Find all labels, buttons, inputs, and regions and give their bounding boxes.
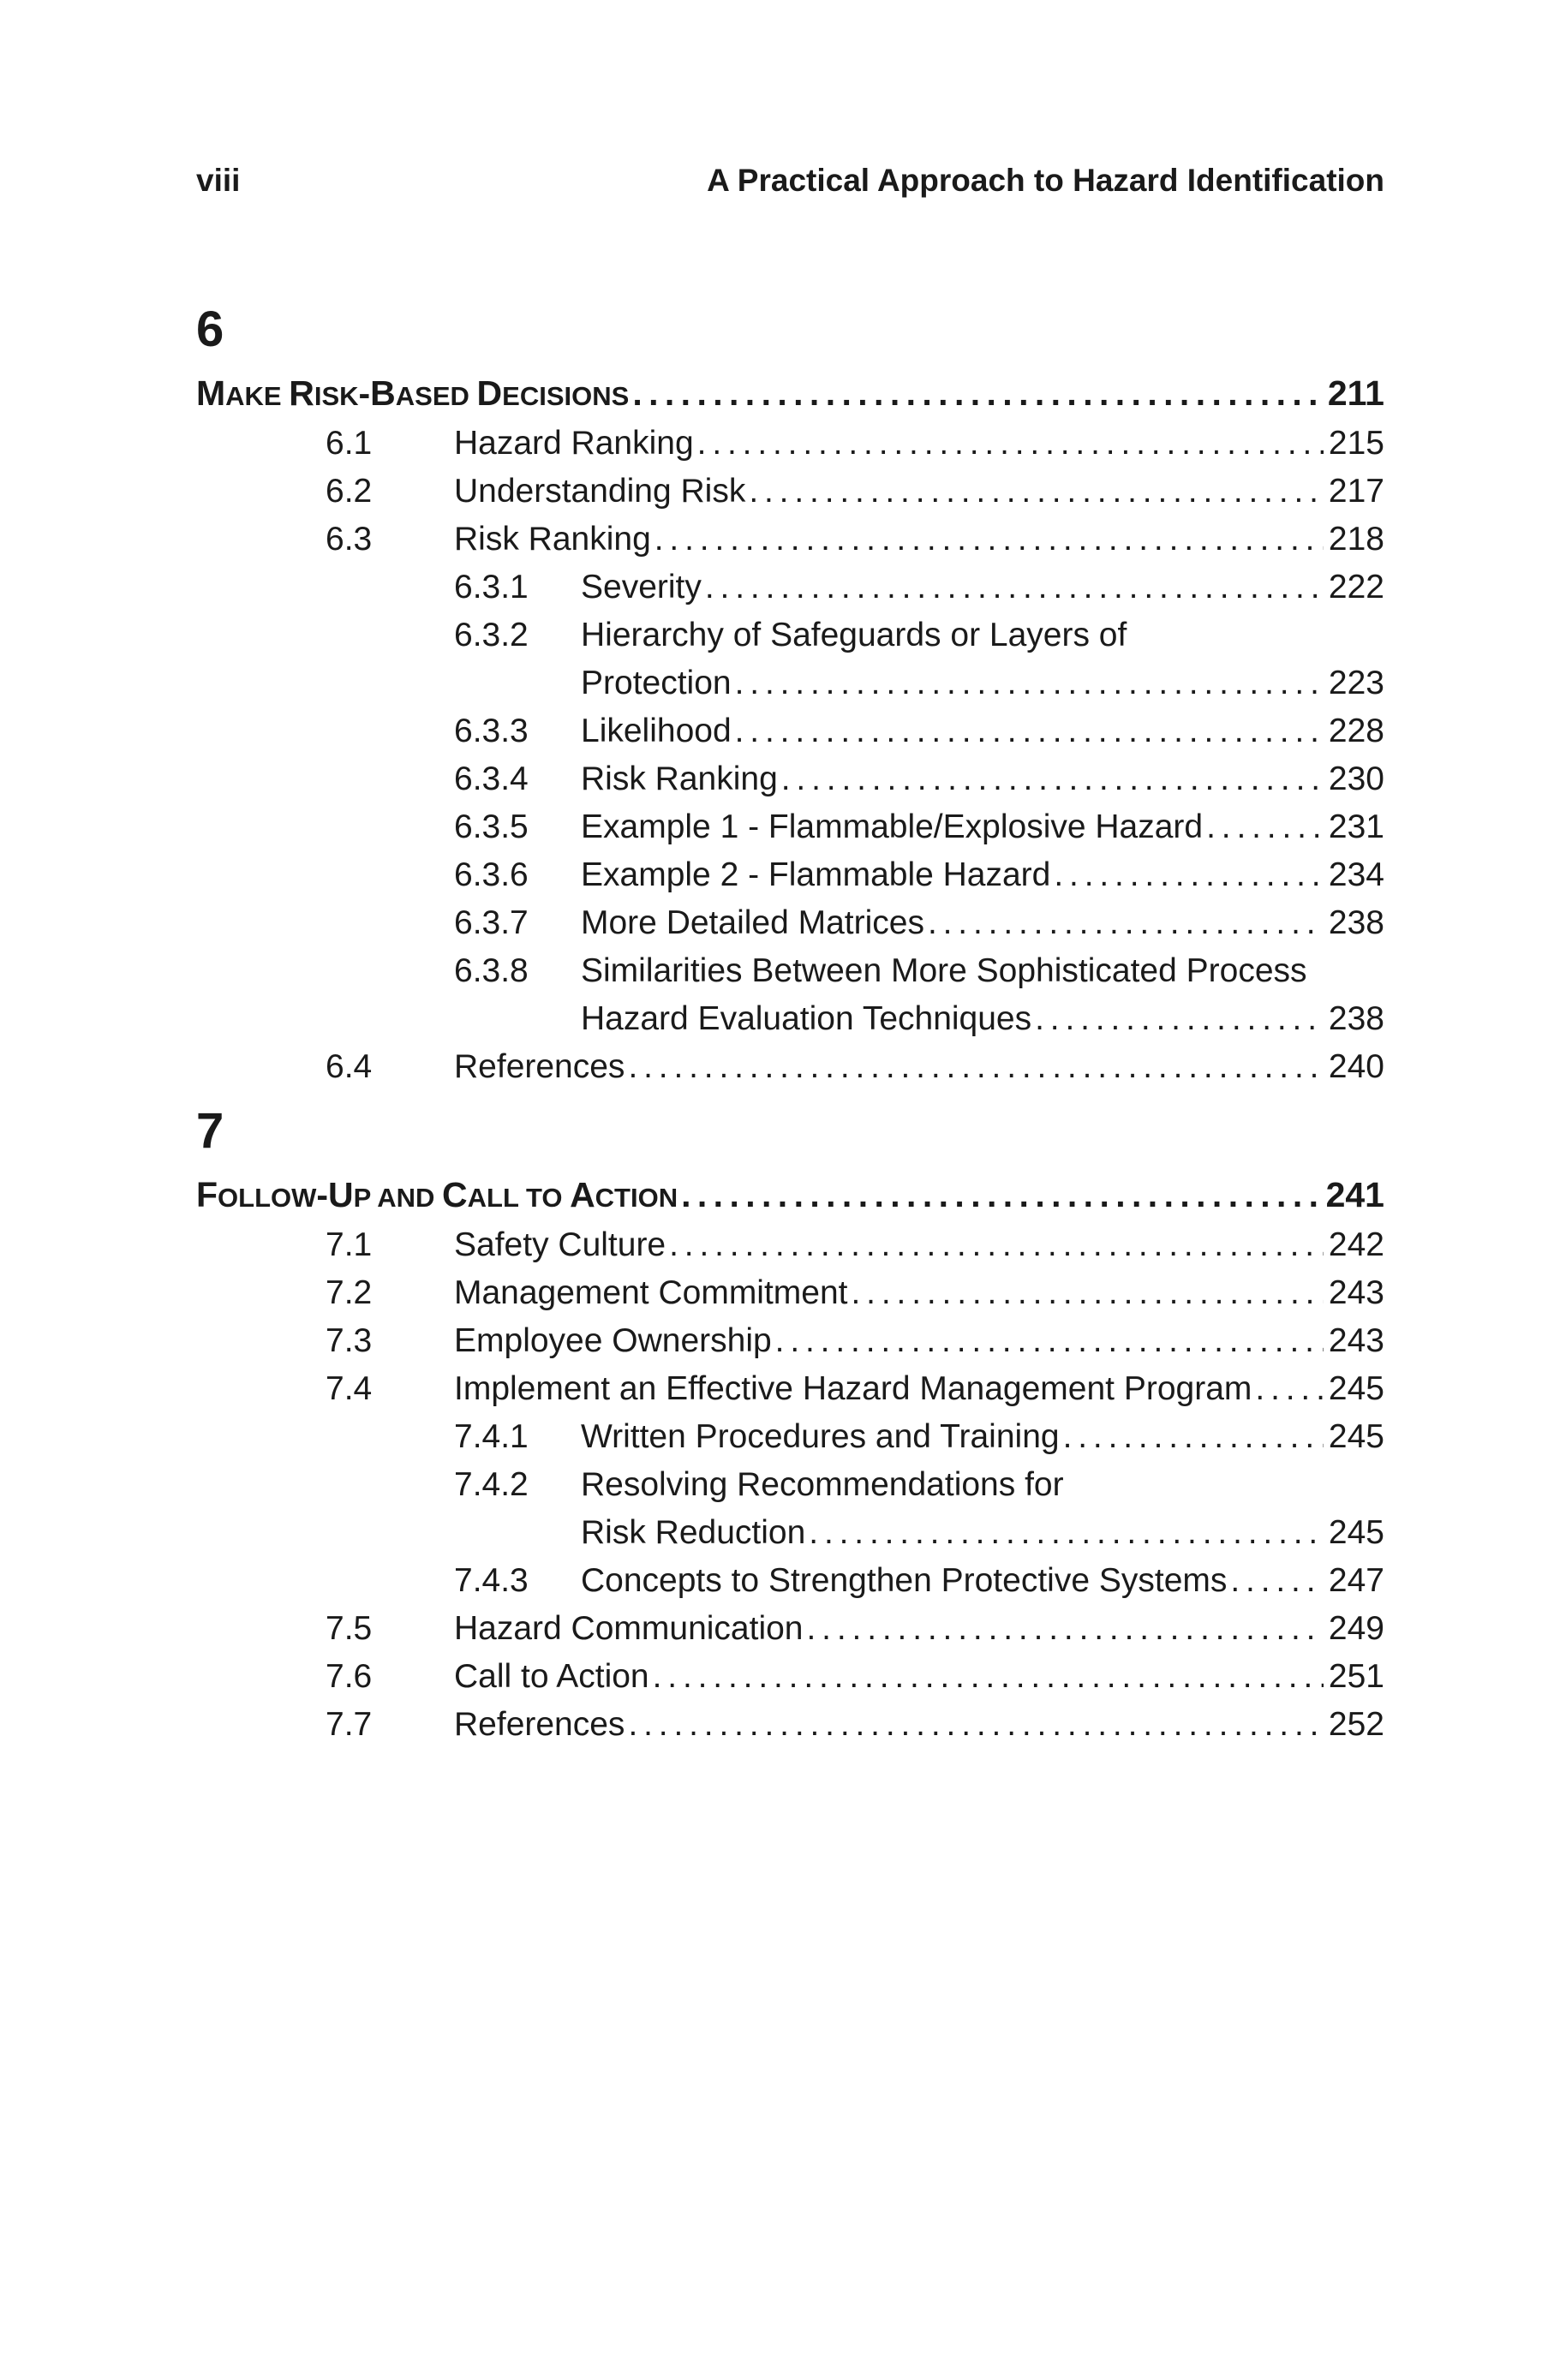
toc-entry[interactable] <box>0 473 1548 524</box>
leader-dots <box>775 1322 1324 1360</box>
toc-entry[interactable] <box>0 1562 1548 1614</box>
page-ref: 241 <box>1325 1175 1384 1214</box>
section-title: More Detailed Matrices <box>581 904 924 941</box>
section-number: 6.3.3 <box>454 713 529 749</box>
page-ref: 249 <box>1328 1610 1384 1647</box>
section-title: Hierarchy of Safeguards or Layers of <box>581 617 1127 653</box>
page-ref: 223 <box>1328 665 1384 701</box>
section-title: Similarities Between More Sophisticated Process <box>581 952 1307 989</box>
toc-entry[interactable] <box>0 1418 1548 1470</box>
leader-dots <box>705 569 1324 606</box>
section-title: References <box>454 1048 625 1085</box>
section-number: 7.1 <box>326 1226 373 1263</box>
section-title: Risk Ranking <box>581 761 778 797</box>
section-title: Employee Ownership <box>454 1322 772 1359</box>
toc-entry[interactable] <box>0 1370 1548 1422</box>
section-number: 6.4 <box>326 1048 373 1085</box>
section-title: Concepts to Strengthen Protective Systems <box>581 1562 1228 1599</box>
leader-dots <box>928 904 1324 942</box>
toc-entry[interactable] <box>0 425 1548 476</box>
leader-dots <box>669 1226 1324 1264</box>
toc-entry[interactable] <box>0 1274 1548 1326</box>
leader-dots <box>632 373 1323 414</box>
section-title: Resolving Recommendations for <box>581 1466 1064 1503</box>
toc-entry-continued[interactable] <box>0 665 1548 716</box>
section-title: Management Commitment <box>454 1274 848 1311</box>
chapter-title: FOLLOW-UP AND CALL TO ACTION <box>196 1175 678 1214</box>
leader-dots <box>807 1610 1324 1648</box>
page-ref: 252 <box>1328 1706 1384 1743</box>
leader-dots <box>1255 1370 1324 1408</box>
leader-dots <box>1230 1562 1324 1600</box>
toc-entry[interactable] <box>0 569 1548 620</box>
leader-dots <box>654 521 1324 558</box>
section-title: Protection <box>581 665 732 701</box>
toc-entry[interactable] <box>0 904 1548 956</box>
section-title: Hazard Evaluation Techniques <box>581 1000 1032 1037</box>
section-number: 7.3 <box>326 1322 373 1359</box>
toc-entry[interactable] <box>0 1706 1548 1757</box>
section-number: 6.1 <box>326 425 373 462</box>
leader-dots <box>653 1658 1324 1696</box>
toc-entry[interactable] <box>0 1610 1548 1661</box>
section-number: 7.5 <box>326 1610 373 1647</box>
section-title: Written Procedures and Training <box>581 1418 1060 1455</box>
section-number: 6.3 <box>326 521 373 558</box>
page-ref: 240 <box>1328 1048 1384 1085</box>
page-number: viii <box>196 163 241 198</box>
section-number: 7.4.1 <box>454 1418 529 1455</box>
section-number: 6.3.5 <box>454 808 529 845</box>
leader-dots <box>749 473 1324 510</box>
running-header-title: A Practical Approach to Hazard Identification <box>707 163 1384 198</box>
chapter-title-row[interactable] <box>0 1175 1548 1226</box>
chapter-title-row[interactable] <box>0 373 1548 425</box>
section-title: References <box>454 1706 625 1743</box>
page-ref: 234 <box>1328 856 1384 893</box>
section-title: Risk Ranking <box>454 521 651 558</box>
section-title: Example 2 - Flammable Hazard <box>581 856 1051 893</box>
page-ref: 211 <box>1327 373 1384 413</box>
page-ref: 243 <box>1328 1322 1384 1359</box>
section-number: 6.2 <box>326 473 373 510</box>
leader-dots <box>781 761 1324 798</box>
page-ref: 222 <box>1328 569 1384 605</box>
page-ref: 238 <box>1328 904 1384 941</box>
page-ref: 231 <box>1328 808 1384 845</box>
page-ref: 242 <box>1328 1226 1384 1263</box>
leader-dots <box>697 425 1324 462</box>
section-number: 7.4.3 <box>454 1562 529 1599</box>
section-number: 6.3.2 <box>454 617 529 653</box>
section-number: 7.7 <box>326 1706 373 1743</box>
toc-entry[interactable] <box>0 856 1548 908</box>
toc-entry[interactable] <box>0 1226 1548 1278</box>
toc-entry[interactable] <box>0 1048 1548 1100</box>
section-title: Risk Reduction <box>581 1514 806 1551</box>
section-title: Hazard Communication <box>454 1610 804 1647</box>
leader-dots <box>735 713 1324 750</box>
toc-entry[interactable] <box>0 521 1548 572</box>
section-title: Severity <box>581 569 702 605</box>
section-number: 6.3.8 <box>454 952 529 989</box>
leader-dots <box>628 1706 1323 1744</box>
toc-entry-continued[interactable] <box>0 1514 1548 1566</box>
chapter-number: 6 <box>196 301 224 357</box>
toc-entry[interactable] <box>0 808 1548 860</box>
section-title: Implement an Effective Hazard Management Program <box>454 1370 1252 1407</box>
leader-dots <box>628 1048 1323 1086</box>
leader-dots <box>852 1274 1324 1312</box>
section-number: 7.4.2 <box>454 1466 529 1503</box>
toc-entry[interactable] <box>0 1322 1548 1374</box>
toc-entry[interactable] <box>0 713 1548 764</box>
section-number: 6.3.1 <box>454 569 529 605</box>
chapter-title: MAKE RISK-BASED DECISIONS <box>196 373 630 413</box>
page-ref: 245 <box>1328 1418 1384 1455</box>
toc-entry[interactable] <box>0 1658 1548 1709</box>
section-number: 6.3.7 <box>454 904 529 941</box>
leader-dots <box>1054 856 1324 894</box>
section-number: 6.3.6 <box>454 856 529 893</box>
page-ref: 243 <box>1328 1274 1384 1311</box>
page-ref: 247 <box>1328 1562 1384 1599</box>
leader-dots <box>681 1175 1320 1215</box>
page-ref: 251 <box>1328 1658 1384 1695</box>
page-ref: 217 <box>1328 473 1384 510</box>
toc-entry[interactable] <box>0 761 1548 812</box>
chapter-number: 7 <box>196 1103 224 1159</box>
section-title: Safety Culture <box>454 1226 666 1263</box>
page-ref: 245 <box>1328 1370 1384 1407</box>
leader-dots <box>1035 1000 1324 1038</box>
page-ref: 228 <box>1328 713 1384 749</box>
page-ref: 230 <box>1328 761 1384 797</box>
toc-entry-continued[interactable] <box>0 1000 1548 1052</box>
toc-entry[interactable] <box>0 1466 1548 1518</box>
page-ref: 215 <box>1328 425 1384 462</box>
section-title: Hazard Ranking <box>454 425 694 462</box>
section-number: 7.2 <box>326 1274 373 1311</box>
section-title: Call to Action <box>454 1658 649 1695</box>
page-ref: 218 <box>1328 521 1384 558</box>
section-title: Likelihood <box>581 713 732 749</box>
section-title: Understanding Risk <box>454 473 746 510</box>
leader-dots <box>809 1514 1324 1552</box>
section-number: 6.3.4 <box>454 761 529 797</box>
page-ref: 238 <box>1328 1000 1384 1037</box>
page-ref: 245 <box>1328 1514 1384 1551</box>
section-title: Example 1 - Flammable/Explosive Hazard <box>581 808 1204 845</box>
toc-entry[interactable] <box>0 952 1548 1004</box>
leader-dots <box>735 665 1324 702</box>
leader-dots <box>1206 808 1324 846</box>
section-number: 7.4 <box>326 1370 373 1407</box>
section-number: 7.6 <box>326 1658 373 1695</box>
toc-entry[interactable] <box>0 617 1548 668</box>
leader-dots <box>1063 1418 1324 1456</box>
